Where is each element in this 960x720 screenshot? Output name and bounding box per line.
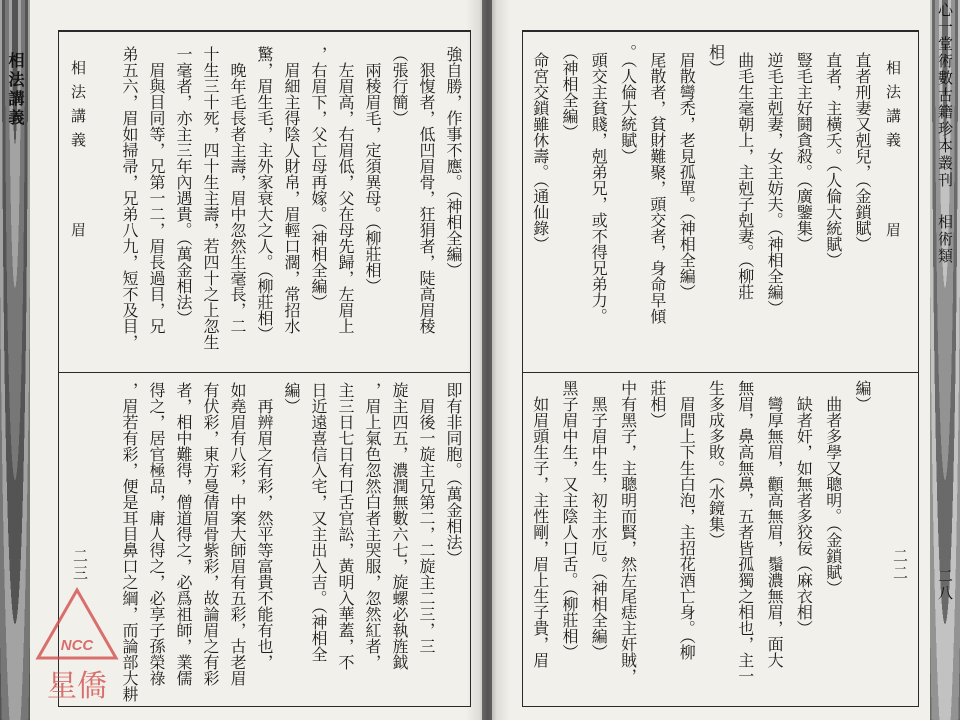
edge-series-category: 相術類 xyxy=(936,214,954,265)
frame-rule xyxy=(918,30,919,707)
text-column: 旋主四五，濃潤無數六七，旋螺必執旌鉞 xyxy=(390,382,409,670)
left-page-header-title: 相法講義 xyxy=(69,60,87,156)
text-column: 直者，主橫夭。（人倫大統賦） xyxy=(823,52,843,268)
text-column: 如堯眉有八彩，中案大師眉有五彩，古老眉 xyxy=(228,382,247,686)
text-column: 即有非同胞。（萬金相法） xyxy=(444,382,463,566)
text-column: 無眉，鼻高無鼻，五者皆孤獨之相也，主一 xyxy=(735,380,755,684)
text-column: ，右眉下，父亡母再嫁。（神相全編） xyxy=(309,46,328,310)
text-column: 曲者多學又聰明。（金鎖賦） xyxy=(823,396,843,596)
text-column: 生多成多敗。（水鏡集） xyxy=(706,380,726,548)
text-column: 中有黑子，主聰明而賢，然左尾痣主奸賊， xyxy=(618,380,638,684)
section-divider xyxy=(58,372,470,373)
text-column: 眉後一旋主兄第二，二旋主二三，三 xyxy=(417,398,436,654)
text-column: 日近遠喜信入宅，又主出入吉。（神相全 xyxy=(309,382,328,662)
frame-rule xyxy=(522,30,918,32)
text-column: ，眉若有彩，便是耳目鼻口之綱，而論部大耕 xyxy=(120,382,139,702)
text-column: 頭交主貧賤，剋弟兄，或不得兄弟力。 xyxy=(589,52,609,324)
text-column: （張行簡） xyxy=(390,46,409,126)
edge-book-title: 相法講義 xyxy=(6,52,25,128)
watermark-logo-text: NCC xyxy=(60,637,94,654)
text-column: 編） xyxy=(853,380,872,412)
text-column: 十生三十死，四十生主壽，若四十之上忽生 xyxy=(201,46,220,350)
watermark-name: 星僑 xyxy=(47,669,107,704)
text-column: ，眉上氣色忽然白者主哭服，忽然紅者， xyxy=(363,382,382,670)
text-column: 眉間上下生白泡，主招花酒亡身。（柳 xyxy=(677,396,697,660)
text-column: 一毫者，亦主三年內遇貴。（萬金相法） xyxy=(174,46,193,326)
text-column: 兩稜眉毛，定須異母。（柳莊相） xyxy=(363,62,382,294)
right-page-header-title: 相法講義 xyxy=(884,60,902,156)
text-column: 曲毛生毫朝上，主剋子剋妻。（柳莊 xyxy=(735,52,755,300)
text-column: 如眉頭生子，主性剛，眉上生子貴，眉 xyxy=(530,396,550,668)
left-page-number: 二三 xyxy=(71,548,89,582)
text-column: 黑子眉中生，初主水厄。（神相全編） xyxy=(589,396,609,660)
text-column: 晚年毛長者主壽，眉中忽然生毫長，二 xyxy=(228,62,247,334)
text-column: 得之，居官極品，庸人得之，必享子孫榮祿 xyxy=(147,382,166,686)
text-column: 有伏彩，東方曼倩眉骨紫彩，故論眉之有彩 xyxy=(201,382,220,686)
text-column: 相） xyxy=(706,44,726,76)
frame-rule xyxy=(470,30,471,707)
section-divider xyxy=(522,372,918,373)
text-column: 黑子眉中生，又主陰人口舌。（柳莊相） xyxy=(560,380,579,660)
text-column: 尾散者，貧財難聚，頭交者，身命早傾 xyxy=(647,52,667,324)
watermark-logo xyxy=(34,586,120,708)
text-column: 直者刑妻又剋兒，（金鎖賦） xyxy=(853,52,872,252)
left-page-header-section: 眉 xyxy=(69,222,87,237)
frame-rule xyxy=(522,30,523,707)
text-column: 命宮交鎖雖休壽。（通仙錄） xyxy=(530,52,550,252)
text-column: 主三日七日有口舌官訟，黃明入華蓋，不 xyxy=(336,382,355,670)
frame-rule xyxy=(58,30,470,32)
text-column: 豎毛主好鬪貪殺。（廣鑒集） xyxy=(794,52,814,252)
text-column: 缺者奸，如無者多狡佞（麻衣相） xyxy=(794,396,814,636)
text-column: 弟五六，眉如掃帚，兄弟八九，短不及目， xyxy=(120,46,139,350)
frame-rule xyxy=(522,706,918,707)
text-column: 編） xyxy=(282,382,301,414)
right-page-header-section: 眉 xyxy=(884,222,902,237)
text-column: 驚，眉生毛，主外家衰大之人。（柳莊相） xyxy=(255,46,274,342)
text-column: （神相全編） xyxy=(560,44,579,140)
edge-page-number: 二八 xyxy=(936,568,954,602)
text-column: 彎厚無眉，顴高無眉，鬚濃無眉，面大 xyxy=(765,396,785,668)
edge-series-title: 心一堂術數古籍珍本叢刊 xyxy=(936,2,954,189)
text-column: 眉細主得陰人財帛，眉輕口濶，常招水 xyxy=(282,62,301,334)
text-column: 。（人倫大統賦） xyxy=(618,44,638,164)
text-column: 眉與目同等，兄第一二，眉長過目，兄 xyxy=(147,62,166,334)
text-column: 莊相） xyxy=(647,380,667,428)
text-column: 者，相中難得，僧道得之，必爲祖師，業儒 xyxy=(174,382,193,686)
book-spine xyxy=(466,0,510,720)
text-column: 狠愎者，低凹眉骨，狂狷者，陡高眉稜 xyxy=(417,62,436,334)
text-column: 眉散彎禿，老見孤單。（神相全編） xyxy=(677,52,697,300)
text-column: 再辨眉之有彩，然平等富貴不能有也， xyxy=(255,398,274,670)
text-column: 強自勝，作事不應。（神相全編） xyxy=(444,46,463,278)
right-page-number: 二二 xyxy=(891,548,909,582)
text-column: 逆毛主剋妻，女主妨夫。（神相全編） xyxy=(765,52,785,316)
text-column: 左眉高，右眉低，父在母先歸，左眉上 xyxy=(336,62,355,334)
